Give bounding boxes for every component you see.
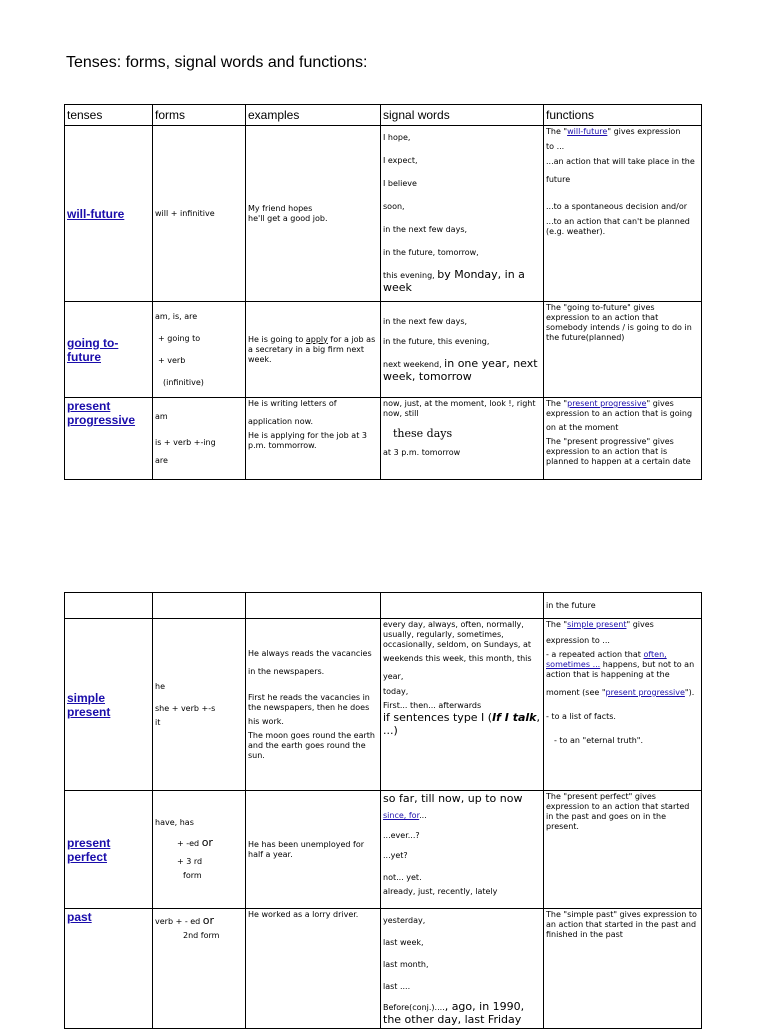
function-text: - to an "eternal truth". — [554, 736, 643, 745]
function-text: happens, but not to an action that is happening at the — [546, 660, 695, 679]
header-row — [65, 105, 702, 126]
function-text: ...to a spontaneous decision and/or — [546, 202, 688, 211]
simple-present-link[interactable]: simple present — [567, 620, 627, 629]
example-line: The moon goes round the earth and the earth goes round the sun. — [248, 730, 375, 760]
signal-word: weekends this week, this month, this — [383, 654, 532, 663]
signal-word: I hope, — [383, 133, 411, 142]
row-past — [65, 909, 702, 1029]
function-text: expression to ... — [546, 636, 610, 645]
function-text: " gives expression — [607, 127, 681, 136]
row-will-future — [65, 126, 702, 302]
signal-word: next weekend, — [383, 359, 442, 369]
forms-line: she + verb +-s — [155, 703, 216, 713]
function-text: to ... — [546, 142, 565, 151]
tense-link-past[interactable]: past — [67, 910, 92, 924]
example-line: He is applying for the job at 3 p.m. tommorrow. — [248, 431, 367, 450]
signal-word: these days — [393, 427, 453, 440]
continuation-row — [65, 593, 702, 619]
signal-word: today, — [383, 687, 409, 696]
function-text: The " — [546, 399, 568, 408]
signal-word: at 3 p.m. tomorrow — [383, 448, 461, 457]
example-line: My friend hopes — [248, 203, 313, 213]
forms-line: form — [183, 871, 202, 880]
signal-word: last .... — [383, 982, 411, 991]
example-line: in the newspapers. — [248, 666, 325, 676]
example-line: his work. — [248, 716, 284, 726]
header-forms: forms — [153, 105, 246, 126]
signal-word: I believe — [383, 179, 417, 188]
example-line: First he reads the vacancies in the newspapers, then he does — [248, 692, 370, 712]
row-present-perfect — [65, 791, 702, 909]
signal-word: , ...) — [383, 711, 540, 737]
signal-word: ... — [419, 811, 427, 820]
forms-line: verb + - ed — [155, 917, 201, 926]
forms-line: am, is, are — [155, 311, 198, 321]
function-text: ...to an action that can't be planned (e.g. weather). — [546, 217, 690, 236]
will-future-link[interactable]: will-future — [567, 127, 608, 136]
tense-link-going-to-future[interactable]: going to-future — [67, 335, 119, 364]
header-functions: functions — [544, 105, 702, 126]
example-line: He always reads the vacancies — [248, 648, 372, 658]
since-for-link[interactable]: since, for — [383, 811, 420, 820]
header-examples: examples — [246, 105, 381, 126]
tense-link-simple-present[interactable]: simple present — [67, 690, 111, 719]
signal-word: soon, — [383, 202, 405, 211]
example-line: He is writing letters of — [248, 399, 337, 408]
forms-line: (infinitive) — [163, 377, 204, 387]
often-sometimes-link[interactable]: often, sometimes ... — [546, 650, 667, 669]
function-text: on at the moment — [546, 423, 619, 432]
function-text: - to a list of facts. — [546, 712, 616, 721]
signal-word: ...yet? — [383, 851, 408, 860]
signal-word: in the future, this evening, — [383, 336, 490, 346]
tense-link-present-progressive[interactable]: present progressive — [67, 399, 136, 427]
function-text: The "simple past" gives expression to an action that started in the past and finished in the past — [546, 910, 697, 939]
tense-link-will-future[interactable]: will-future — [67, 206, 125, 221]
signal-word: already, just, recently, lately — [383, 887, 498, 896]
function-text: The "present perfect" gives expression to an action that started in the past and goes on in the present. — [546, 792, 690, 831]
row-simple-present — [65, 619, 702, 791]
row-going-to-future — [65, 302, 702, 398]
forms-text: will + infinitive — [155, 208, 215, 218]
signal-word: year, — [383, 672, 404, 681]
function-text: moment (see " — [546, 688, 606, 697]
function-text: The "going to-future" gives expression to an action that somebody intends / is going to do in the future(planned) — [546, 303, 692, 342]
example-text: He is going to — [248, 334, 306, 344]
signal-word: so far, till now, up to now — [383, 792, 523, 805]
header-tenses: tenses — [65, 105, 153, 126]
forms-line: am — [155, 411, 168, 421]
function-text: - a repeated action that — [546, 650, 644, 659]
signal-word: I expect, — [383, 156, 418, 165]
forms-line: have, has — [155, 818, 194, 827]
present-progressive-link[interactable]: present progressive — [567, 399, 647, 408]
header-signal-words: signal words — [381, 105, 544, 126]
signal-word: ...ever...? — [383, 831, 420, 840]
forms-line: + going to — [158, 333, 201, 343]
signal-word: last month, — [383, 960, 429, 969]
row-present-progressive — [65, 398, 702, 480]
forms-line: + 3 rd — [177, 857, 203, 866]
signal-word: First... then... afterwards — [383, 701, 482, 710]
forms-line: 2nd form — [183, 931, 220, 940]
forms-line: it — [155, 717, 161, 727]
signal-word: now, just, at the moment, look !, right now, still — [383, 399, 536, 418]
function-text: in the future — [546, 600, 596, 610]
signal-word: last week, — [383, 938, 424, 947]
signal-word: in one year, next week, tomorrow — [383, 356, 538, 383]
signal-word: , ago, in 1990, the other day, last Friday — [383, 1000, 525, 1026]
forms-line: + verb — [158, 355, 186, 365]
example-text: for a job as a secretary in a big firm next week. — [248, 334, 376, 364]
forms-line: + -ed — [177, 839, 200, 848]
example-line: he'll get a good job. — [248, 213, 328, 223]
function-text: "). — [684, 688, 695, 697]
signal-word: in the next few days, — [383, 316, 468, 326]
apply-link[interactable]: apply — [305, 334, 328, 344]
example-text: He has been unemployed for half a year. — [248, 839, 365, 859]
function-text: future — [546, 175, 571, 184]
present-progressive-link[interactable]: present progressive — [605, 688, 685, 697]
tenses-table-2 — [64, 592, 702, 1029]
signal-word: If I talk — [492, 711, 537, 724]
signal-word: in the next few days, — [383, 225, 468, 234]
forms-line: or — [202, 914, 215, 927]
function-text: The "present progressive" gives expression to an action that is planned to happen at a certain date — [546, 437, 691, 466]
function-text: " gives expression to an action that is going — [546, 399, 693, 418]
signal-word: yesterday, — [383, 916, 426, 925]
function-text: " gives — [626, 620, 654, 629]
function-text: The " — [546, 127, 568, 136]
signal-word: every day, always, often, normally, usually, regularly, sometimes, occasionally, seldom, on Sundays, at — [383, 620, 532, 649]
function-text: ...an action that will take place in the — [546, 157, 695, 166]
example-line: application now. — [248, 417, 313, 426]
forms-line: or — [201, 836, 213, 849]
forms-line: he — [155, 681, 165, 691]
signal-word: Before(conj.).... — [383, 1003, 445, 1012]
signal-word: in the future, tomorrow, — [383, 248, 479, 257]
function-text: The " — [546, 620, 568, 629]
tense-link-present-perfect[interactable]: present perfect — [67, 835, 111, 864]
signal-word: this evening, — [383, 271, 435, 280]
signal-word: not... yet. — [383, 873, 422, 882]
example-text: He worked as a lorry driver. — [248, 910, 359, 919]
page-title: Tenses: forms, signal words and functions: — [66, 54, 368, 71]
forms-line: is + verb +-ing — [155, 437, 216, 447]
signal-word: by Monday, in a week — [383, 268, 525, 294]
forms-line: are — [155, 455, 168, 465]
signal-word: if sentences type I ( — [383, 711, 493, 724]
tenses-table-1 — [64, 104, 702, 480]
